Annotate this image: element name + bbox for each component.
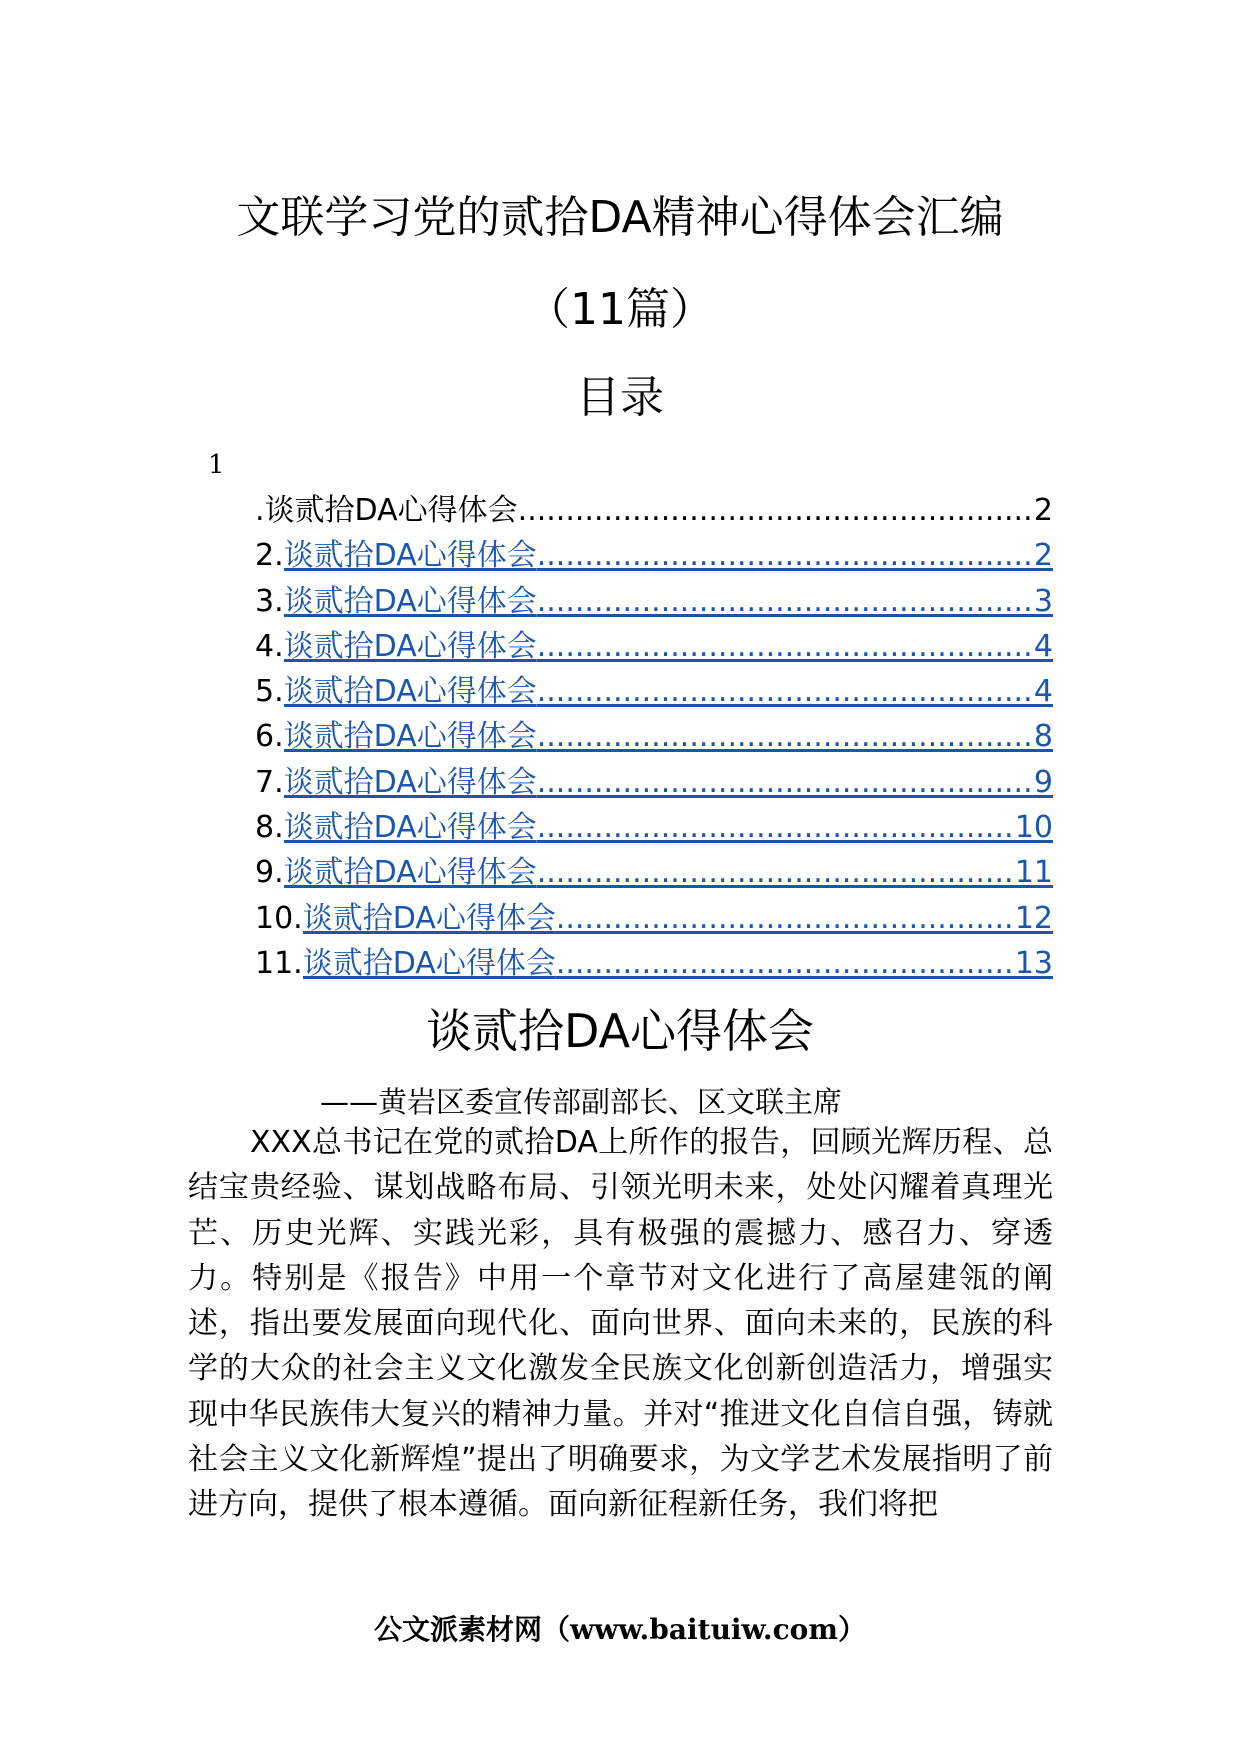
toc-entry-number: 7. [255,764,284,800]
toc-dot-leader [537,850,1015,895]
toc-entry-number: 11. [255,945,303,981]
toc-entry-title: 谈贰拾DA心得体会 [264,493,518,528]
toc-entry-number: 6. [255,719,284,755]
toc-entry [255,850,1053,895]
document-title-count: （11篇） [526,284,714,335]
toc-entry-link[interactable] [284,760,1053,805]
section-title: 谈贰拾DA心得体会 [425,1004,815,1058]
toc-entry-page: 13 [1014,945,1053,981]
toc-entry-page: 9 [1033,764,1053,800]
toc-entry [255,941,1053,986]
toc-entry-page: 3 [1033,583,1053,619]
toc-entry-page: 8 [1033,719,1053,755]
toc-entry-number: 5. [255,674,284,710]
toc-entry-link[interactable] [284,624,1053,669]
toc-entry-title: 谈贰拾DA心得体会 [283,538,537,574]
toc-dot-leader [537,669,1034,714]
toc-dot-leader [537,579,1034,624]
toc-entry-title: 谈贰拾DA心得体会 [283,719,537,755]
toc-entry-number: 4. [255,628,284,664]
toc-entry-number: 8. [255,810,284,846]
toc-entry-title: 谈贰拾DA心得体会 [283,810,537,846]
toc-entry-title: 谈贰拾DA心得体会 [283,628,537,664]
toc-entry [255,488,1053,533]
toc-entry-title: 谈贰拾DA心得体会 [302,945,556,981]
toc-entry-title: 谈贰拾DA心得体会 [283,764,537,800]
toc-entry [255,669,1053,714]
toc-entry [255,714,1053,759]
toc-entry-page: 2 [1033,538,1053,574]
toc-dot-leader [537,760,1034,805]
toc-entry-link[interactable] [303,896,1053,941]
toc-entry-title: 谈贰拾DA心得体会 [283,855,537,891]
document-title: 文联学习党的贰拾DA精神心得体会汇编 [236,192,1004,243]
toc-entry-page: 11 [1014,855,1053,891]
toc-entry-link[interactable] [265,488,1053,533]
toc-entry-number: 3. [255,583,284,619]
toc-first-number: 1 [208,450,225,480]
toc-entry-link[interactable] [284,533,1053,578]
toc-entry-page: 10 [1014,810,1053,846]
toc-entry [255,533,1053,578]
toc-entry [255,760,1053,805]
toc-entry-link[interactable] [284,714,1053,759]
toc-entry-number: 9. [255,855,284,891]
toc-dot-leader [556,896,1015,941]
toc-entry-number: 2. [255,538,284,574]
toc-dot-leader [537,714,1034,759]
toc-entry [255,896,1053,941]
toc-entry-number: . [255,493,265,528]
table-of-contents [255,488,1053,986]
toc-dot-leader [537,805,1015,850]
toc-entry-page: 4 [1033,674,1053,710]
section-subtitle: ——黄岩区委宣传部副部长、区文联主席 [320,1085,843,1119]
toc-dot-leader [518,488,1034,533]
toc-entry-number: 10. [255,900,303,936]
body-paragraph: XXX总书记在党的贰拾DA上所作的报告，回顾光辉历程、总结宝贵经验、谋划战略布局、引领光明未来，处处闪耀着真理光芒、历史光辉、实践光彩，具有极强的震撼力、感召力、穿透力。特别是《报告》中用一个章节对文化进行了高屋建瓴的阐述，指出要发展面向现代化、面向世界、面向未来的，民族的科学的大众的社会主义文化激发全民族文化创新创造活力，增强实现中华民族伟大复兴的精神力量。并对“推进文化自信自强，铸就社会主义文化新辉煌”提出了明确要求，为文学艺术发展指明了前进方向，提供了根本遵循。面向新征程新任务，我们将把 [188,1125,1053,1523]
toc-dot-leader [537,533,1034,578]
toc-entry [255,805,1053,850]
toc-entry-page: 12 [1014,900,1053,936]
toc-entry-link[interactable] [284,579,1053,624]
toc-dot-leader [537,624,1034,669]
toc-entry-title: 谈贰拾DA心得体会 [283,674,537,710]
toc-entry-page: 2 [1033,493,1053,528]
toc-heading: 目录 [576,372,664,423]
toc-entry-link[interactable] [303,941,1053,986]
toc-entry-link[interactable] [284,669,1053,714]
toc-dot-leader [556,941,1015,986]
toc-entry [255,579,1053,624]
toc-entry-page: 4 [1033,628,1053,664]
toc-entry [255,624,1053,669]
toc-entry-title: 谈贰拾DA心得体会 [302,900,556,936]
toc-entry-link[interactable] [284,805,1053,850]
toc-entry-title: 谈贰拾DA心得体会 [283,583,537,619]
footer-source: 公文派素材网（www.baituiw.com） [374,1613,866,1646]
toc-entry-link[interactable] [284,850,1053,895]
